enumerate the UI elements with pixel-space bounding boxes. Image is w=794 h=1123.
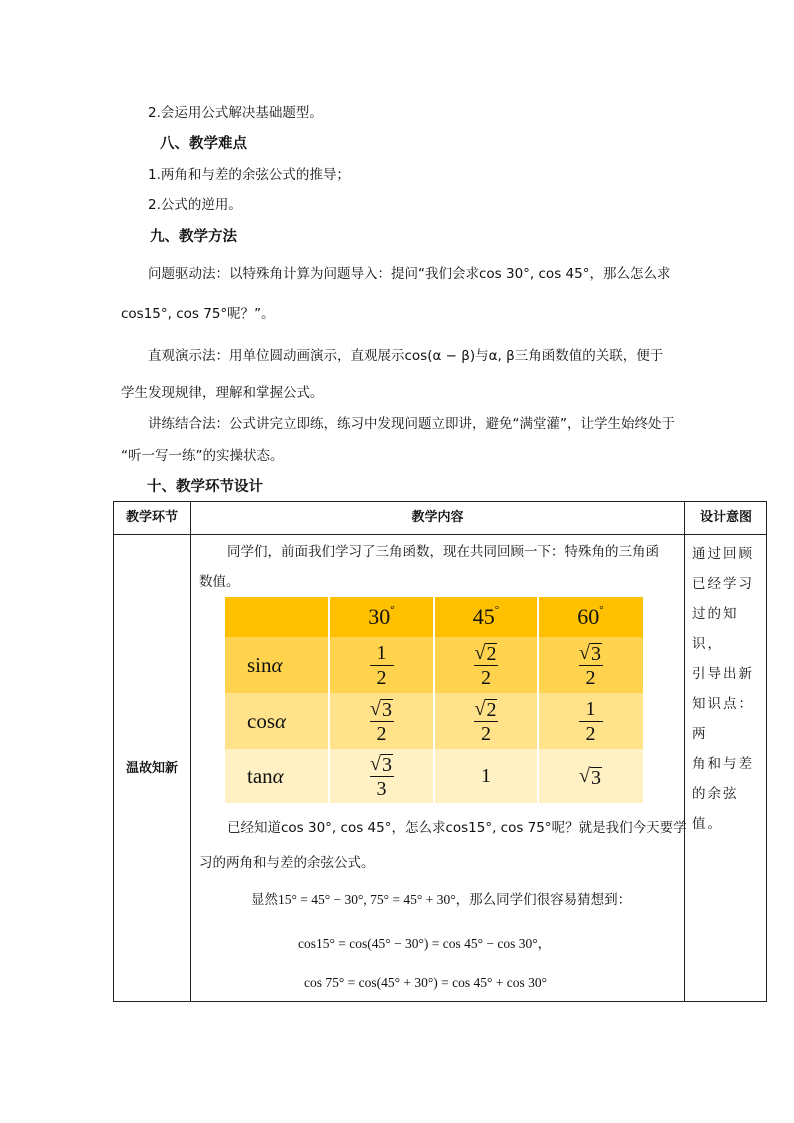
numerator: [475, 698, 498, 720]
fraction: [579, 642, 603, 689]
trig-cell: [538, 693, 643, 749]
cell-separator: [537, 693, 539, 749]
trig-cell: [329, 693, 434, 749]
degree-symbol: °: [494, 604, 500, 616]
cell-separator: [537, 597, 539, 637]
content-intro-line-1: 同学们，前面我们学习了三角函数，现在共同回顾一下：特殊角的三角函: [227, 544, 659, 560]
function-label: [247, 764, 284, 789]
trig-cell: [329, 749, 434, 803]
function-variable: α: [271, 652, 283, 677]
fraction-bar: [579, 721, 603, 722]
intent-line: 通过回顾: [692, 546, 754, 562]
trig-cell: [225, 597, 329, 637]
angle-value: 45: [472, 604, 495, 629]
radicand: 3: [590, 642, 601, 665]
difficulty-item-2: 2.公式的逆用。: [148, 197, 242, 213]
sqrt-expression: [475, 642, 498, 664]
radical-sign: √: [370, 697, 381, 720]
trig-header-row: [225, 597, 643, 637]
cell-separator: [328, 637, 330, 693]
radicand: 2: [486, 698, 497, 721]
intent-line: 已经学习: [692, 576, 754, 592]
header-content: 教学内容: [411, 510, 464, 525]
denominator: 2: [376, 722, 387, 745]
trig-cell: [538, 597, 643, 637]
sqrt-expression: [370, 753, 393, 775]
trig-cell: [434, 637, 538, 693]
trig-cell: [538, 749, 643, 803]
denominator: 2: [585, 666, 596, 689]
radical-sign: √: [579, 764, 590, 787]
radical-sign: √: [474, 697, 486, 720]
fraction: [370, 642, 394, 689]
method-3-line-1: 讲练结合法：公式讲完立即练，练习中发现问题立即讲，避免“满堂灌”，让学生始终处于: [148, 416, 675, 432]
function-label: [247, 709, 286, 734]
cell-separator: [433, 637, 435, 693]
method-3-line-2: “听一写一练”的实操状态。: [121, 448, 284, 464]
function-variable: α: [272, 763, 284, 788]
fraction-bar: [579, 665, 603, 666]
design-intent: [692, 539, 762, 839]
sqrt-expression: [370, 698, 393, 720]
fraction: [579, 698, 603, 745]
trig-cell: [225, 749, 329, 803]
header-stage: 教学环节: [125, 510, 178, 525]
radicand: 3: [590, 766, 601, 789]
section-8-heading: 八、教学难点: [160, 136, 247, 152]
cell-separator: [537, 637, 539, 693]
numerator: 1: [585, 697, 596, 720]
content-guess: 显然15° = 45° − 30°, 75° = 45° + 30°，那么同学们很容易猜想到：: [251, 892, 632, 907]
formula-cos15: cos15° = cos(45° − 30°) = cos 45° − cos 30°，: [298, 936, 552, 951]
angle-label: [577, 604, 603, 630]
sqrt-expression: [579, 642, 602, 664]
angle-label: [368, 604, 394, 630]
fraction: [370, 753, 394, 800]
numerator: [370, 753, 393, 775]
section-9-heading: 九、教学方法: [150, 229, 237, 245]
trig-cell: [538, 637, 643, 693]
function-name: sin: [247, 652, 272, 677]
method-2-line-1: 直观演示法：用单位圆动画演示，直观展示cos(α − β)与α, β三角函数值的关联，便于: [148, 348, 664, 364]
formula-cos75: cos 75° = cos(45° + 30°) = cos 45° + cos 30°: [304, 975, 548, 990]
fraction: [370, 698, 394, 745]
sqrt-expression: [579, 765, 602, 788]
method-1-line-2: cos15°, cos 75°呢？”。: [121, 306, 275, 322]
denominator: 2: [376, 666, 387, 689]
cell-separator: [433, 597, 435, 637]
degree-symbol: °: [390, 604, 395, 616]
objective-item-2: 2.会运用公式解决基础题型。: [148, 105, 323, 121]
angle-label: [473, 604, 499, 630]
angle-value: 60: [577, 604, 600, 629]
numerator: [579, 642, 602, 664]
intent-line: 角和与差: [692, 756, 754, 772]
radicand: 3: [381, 698, 392, 721]
fraction-bar: [474, 665, 498, 666]
content-after-line-1: 已经知道cos 30°, cos 45°，怎么求cos15°, cos 75°呢？就是我们今天要学: [227, 820, 687, 836]
trig-row: [225, 749, 643, 803]
fraction-bar: [370, 721, 394, 722]
denominator: 3: [376, 777, 387, 800]
function-label: [247, 653, 283, 678]
function-variable: α: [275, 708, 287, 733]
trig-cell: [434, 597, 538, 637]
function-name: tan: [247, 763, 273, 788]
radical-sign: √: [579, 641, 590, 664]
angle-value: 30: [368, 604, 391, 629]
value: 1: [481, 764, 491, 787]
intent-line: 引导出新: [692, 666, 754, 682]
numerator: 1: [376, 641, 387, 664]
header-intent: 设计意图: [699, 510, 752, 525]
denominator: 2: [481, 666, 491, 689]
cell-separator: [328, 749, 330, 803]
trig-row: [225, 693, 643, 749]
cell-separator: [328, 597, 330, 637]
numerator: [475, 642, 498, 664]
intent-line: 的余弦值。: [692, 786, 739, 832]
trig-row: [225, 637, 643, 693]
cell-separator: [537, 749, 539, 803]
cell-separator: [328, 693, 330, 749]
radical-sign: √: [474, 641, 486, 664]
denominator: 2: [585, 722, 596, 745]
intent-line: 过的知识，: [692, 606, 739, 652]
trig-cell: [329, 637, 434, 693]
radicand: 3: [381, 753, 392, 776]
radical-sign: √: [370, 752, 381, 775]
trig-cell: [434, 693, 538, 749]
fraction: [474, 642, 498, 689]
difficulty-item-1: 1.两角和与差的余弦公式的推导；: [148, 167, 350, 183]
fraction-bar: [474, 721, 498, 722]
trig-cell: [225, 637, 329, 693]
cell-separator: [433, 749, 435, 803]
trig-cell: [434, 749, 538, 803]
radicand: 2: [486, 642, 497, 665]
stage-label: 温故知新: [125, 761, 178, 776]
section-10-heading: 十、教学环节设计: [147, 479, 263, 495]
trig-cell: [329, 597, 434, 637]
degree-symbol: °: [599, 604, 604, 616]
method-2-line-2: 学生发现规律，理解和掌握公式。: [121, 385, 324, 401]
trig-cell: [225, 693, 329, 749]
content-after-line-2: 习的两角和与差的余弦公式。: [199, 855, 375, 871]
function-name: cos: [247, 708, 275, 733]
intent-line: 知识点：两: [692, 696, 754, 742]
cell-separator: [433, 693, 435, 749]
method-1-line-1: 问题驱动法：以特殊角计算为问题导入：提问“我们会求cos 30°, cos 45°，那么怎么求: [148, 266, 671, 282]
special-angle-trig-table: [225, 597, 643, 803]
fraction-bar: [370, 665, 394, 666]
content-intro-line-2: 数值。: [199, 574, 240, 590]
sqrt-expression: [475, 698, 498, 720]
denominator: 2: [481, 722, 491, 745]
fraction: [474, 698, 498, 745]
numerator: [370, 698, 393, 720]
fraction-bar: [370, 776, 394, 777]
